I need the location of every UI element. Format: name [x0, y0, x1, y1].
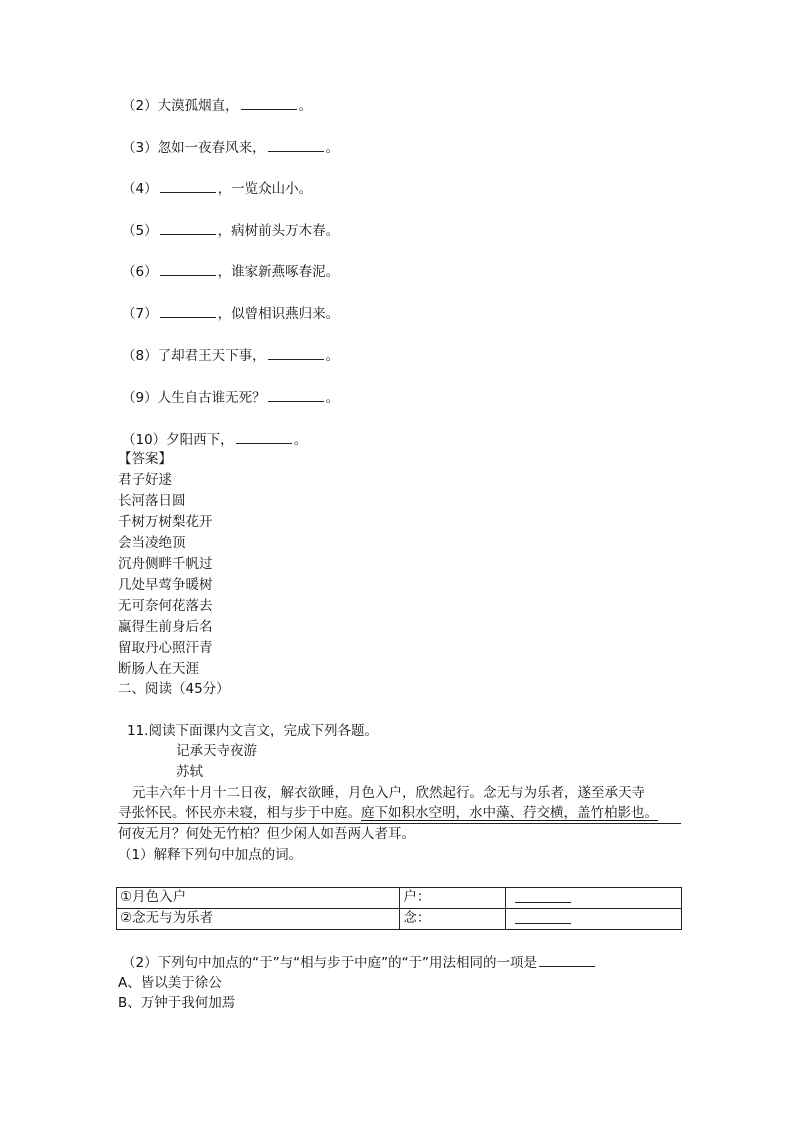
answer-blank[interactable] — [160, 274, 216, 276]
table-row — [117, 909, 682, 930]
underlined-sentence: 庭下如积水空明，水中藻、荇交横，盖竹柏影也。 — [361, 805, 658, 821]
answer-blank[interactable] — [160, 233, 216, 235]
answer-heading: 【答案】 — [118, 451, 172, 467]
table-cell-phrase: ②念无与为乐者 — [117, 909, 400, 930]
fill-in-question: （5） ，病树前头万木春。 — [122, 223, 340, 239]
answer-blank[interactable] — [515, 911, 571, 924]
sub-question-2: （2）下列句中加点的“于”与“相与步于中庭”的“于”用法相同的一项是 — [122, 957, 597, 971]
fill-in-question: （9）人生自古谁无死？ 。 — [122, 390, 340, 406]
fill-in-question: （6） ，谁家新燕啄春泥。 — [122, 264, 340, 280]
poem-author: 苏轼 — [176, 764, 203, 780]
fill-in-question: （7） ，似曾相识燕归来。 — [122, 306, 340, 322]
answer-item: 长河落日圆 — [118, 493, 186, 509]
table-cell-word: 户： — [400, 888, 506, 909]
answer-blank[interactable] — [160, 191, 216, 193]
table-row — [117, 888, 682, 909]
sub-question-1: （1）解释下列句中加点的词。 — [118, 847, 303, 863]
option-b[interactable]: B、万钟于我何加焉 — [118, 995, 236, 1011]
answer-blank[interactable] — [268, 150, 324, 152]
answer-blank[interactable] — [236, 442, 292, 444]
answer-item: 断肠人在天涯 — [118, 661, 199, 677]
passage-line: 何夜无月？何处无竹柏？但少闲人如吾两人者耳。 — [118, 826, 415, 842]
fill-in-question: （10）夕阳西下， 。 — [122, 432, 308, 448]
fill-in-question: （3）忽如一夜春风来， 。 — [122, 140, 340, 156]
answer-item: 沉舟侧畔千帆过 — [118, 556, 213, 572]
answer-item: 千树万树梨花开 — [118, 514, 213, 530]
table-cell-word: 念： — [400, 909, 506, 930]
section-title: 二、阅读（45分） — [118, 681, 230, 697]
vocab-table — [116, 887, 682, 930]
answer-blank[interactable] — [160, 316, 216, 318]
answer-item: 几处早莺争暖树 — [118, 577, 213, 593]
answer-blank[interactable] — [515, 890, 571, 903]
option-a[interactable]: A、皆以美于徐公 — [118, 975, 222, 991]
answer-item: 留取丹心照汗青 — [118, 640, 213, 656]
answer-blank[interactable] — [268, 358, 324, 360]
question-intro: 11.阅读下面课内文言文，完成下列各题。 — [127, 723, 378, 739]
answer-item: 君子好逑 — [118, 472, 172, 488]
fill-in-question: （8）了却君王天下事， 。 — [122, 348, 340, 364]
answer-item: 会当凌绝顶 — [118, 535, 186, 551]
table-cell-phrase: ①月色入户 — [117, 888, 400, 909]
fill-in-question: （2）大漠孤烟直， 。 — [122, 98, 313, 114]
answer-item: 赢得生前身后名 — [118, 619, 213, 635]
passage-line: 元丰六年十月十二日夜，解衣欲睡，月色入户，欣然起行。念无与为乐者，遂至承天寺 — [132, 785, 645, 801]
answer-cell[interactable] — [506, 909, 682, 930]
fill-in-question: （4） ，一览众山小。 — [122, 181, 313, 197]
answer-blank[interactable] — [241, 108, 297, 110]
answer-item: 无可奈何花落去 — [118, 598, 213, 614]
answer-blank[interactable] — [539, 965, 595, 967]
answer-cell[interactable] — [506, 888, 682, 909]
passage-line: 寻张怀民。怀民亦未寝，相与步于中庭。庭下如积水空明，水中藻、荇交横，盖竹柏影也。 — [118, 807, 681, 824]
poem-title: 记承天寺夜游 — [176, 743, 257, 759]
answer-blank[interactable] — [268, 400, 324, 402]
